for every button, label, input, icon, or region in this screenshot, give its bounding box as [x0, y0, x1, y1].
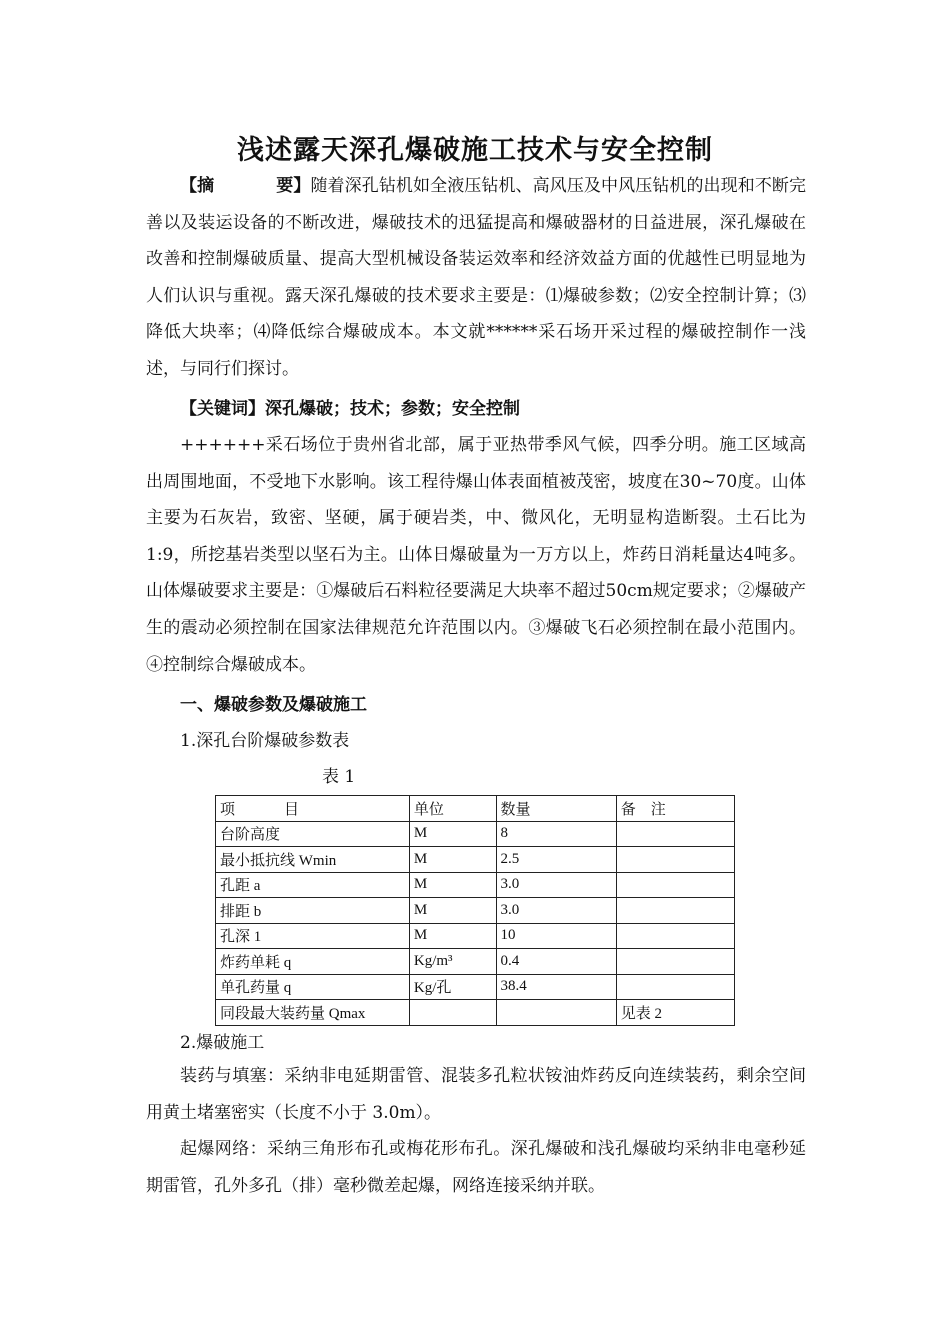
table-cell: M: [409, 898, 496, 924]
document-title: 浅述露天深孔爆破施工技术与安全控制: [237, 135, 713, 166]
table-cell: [616, 949, 734, 975]
table-header-cell: 备 注: [616, 796, 734, 822]
intro-paragraph: ++++++采石场位于贵州省北部，属于亚热带季风气候，四季分明。施工区域高出周围地面，不受地下水影响。该工程待爆山体表面植被茂密，坡度在30~70度。山体主要为石灰岩，致密、坚硬，属于硬岩类，中、微风化，无明显构造断裂。土石比为1:9，所挖基岩类型以坚石为主。山体日爆破量为一万方以上，炸药日消耗量达4吨多。山体爆破要求主要是：①爆破后石料粒径要满足大块率不超过50cm规定要求；②爆破产生的震动必须控制在国家法律规范允许范围以内。③爆破飞石必须控制在最小范围内。④控制综合爆破成本。: [146, 435, 806, 675]
table-row: [216, 1000, 735, 1026]
table-cell: 见表 2: [616, 1000, 734, 1026]
table-cell: 炸药单耗 q: [216, 949, 410, 975]
table-row: [216, 949, 735, 975]
table-cell: 单孔药量 q: [216, 974, 410, 1000]
table-cell: 8: [496, 821, 616, 847]
abstract-text-rest: 和不断完善以及装运设备的不断改进，爆破技术的迅猛提高和爆破器材的日益进展，深孔爆破在改善和控制爆破质量、提高大型机械设备装运效率和经济效益方面的优越性已明显地为人们认识与重视。露天深孔爆破的技术要求主要是：⑴爆破参数；⑵安全控制计算；⑶降低大块率；⑷降低综合爆破成本。本文就******采石场开采过程的爆破控制作一浅述，与同行们探讨。: [146, 176, 807, 379]
table-cell: 孔深 1: [216, 923, 410, 949]
table-cell: M: [409, 872, 496, 898]
table-cell: 0.4: [496, 949, 616, 975]
table-cell: [616, 872, 734, 898]
table-cell: Kg/孔: [409, 974, 496, 1000]
table-cell: [616, 821, 734, 847]
table-cell: [496, 1000, 616, 1026]
abstract-text-first: 随着深孔钻机如全液压钻机、高风压及中风压钻机的出现: [310, 176, 738, 196]
table-cell: 排距 b: [216, 898, 410, 924]
table-cell: [409, 1000, 496, 1026]
table-cell: 最小抵抗线 Wmin: [216, 847, 410, 873]
table-caption: 表 1: [322, 767, 356, 787]
table-header-row: [216, 796, 735, 822]
table-cell: M: [409, 923, 496, 949]
table-cell: 台阶高度: [216, 821, 410, 847]
table-row: [216, 923, 735, 949]
section-heading-1: 一、爆破参数及爆破施工: [180, 695, 367, 715]
subsection-heading-1: 1.深孔台阶爆破参数表: [180, 731, 350, 751]
abstract-label-close: 要】: [276, 176, 311, 196]
keywords-text: 深孔爆破；技术；参数；安全控制: [265, 399, 520, 419]
table-cell: [616, 898, 734, 924]
table-cell: 3.0: [496, 872, 616, 898]
table-cell: 10: [496, 923, 616, 949]
subsection-heading-2: 2.爆破施工: [180, 1033, 265, 1053]
abstract-label-open: 【摘: [180, 176, 215, 196]
table-header-cell: 单位: [409, 796, 496, 822]
table-header-cell: 数量: [496, 796, 616, 822]
abstract-paragraph: [146, 168, 806, 388]
keywords-label: 【关键词】: [180, 399, 265, 419]
table-cell: 38.4: [496, 974, 616, 1000]
table-cell: [616, 923, 734, 949]
table-cell: [616, 974, 734, 1000]
parameter-table: [215, 795, 735, 1026]
table-cell: 2.5: [496, 847, 616, 873]
table-header-cell: 项 目: [216, 796, 410, 822]
table-cell: 孔距 a: [216, 872, 410, 898]
charging-paragraph: 装药与填塞：采纳非电延期雷管、混装多孔粒状铵油炸药反向连续装药，剩余空间用黄土堵塞密实（长度不小于 3.0m）。: [146, 1066, 806, 1123]
table-cell: [616, 847, 734, 873]
table-cell: M: [409, 847, 496, 873]
table-cell: M: [409, 821, 496, 847]
keywords-paragraph: [146, 391, 806, 428]
table-row: [216, 974, 735, 1000]
table-cell: 同段最大装药量 Qmax: [216, 1000, 410, 1026]
table-row: [216, 821, 735, 847]
table-row: [216, 872, 735, 898]
table-row: [216, 898, 735, 924]
table-cell: Kg/m³: [409, 949, 496, 975]
table-cell: 3.0: [496, 898, 616, 924]
table-row: [216, 847, 735, 873]
network-paragraph: 起爆网络：采纳三角形布孔或梅花形布孔。深孔爆破和浅孔爆破均采纳非电毫秒延期雷管，孔外多孔（排）毫秒微差起爆，网络连接采纳并联。: [146, 1139, 806, 1196]
